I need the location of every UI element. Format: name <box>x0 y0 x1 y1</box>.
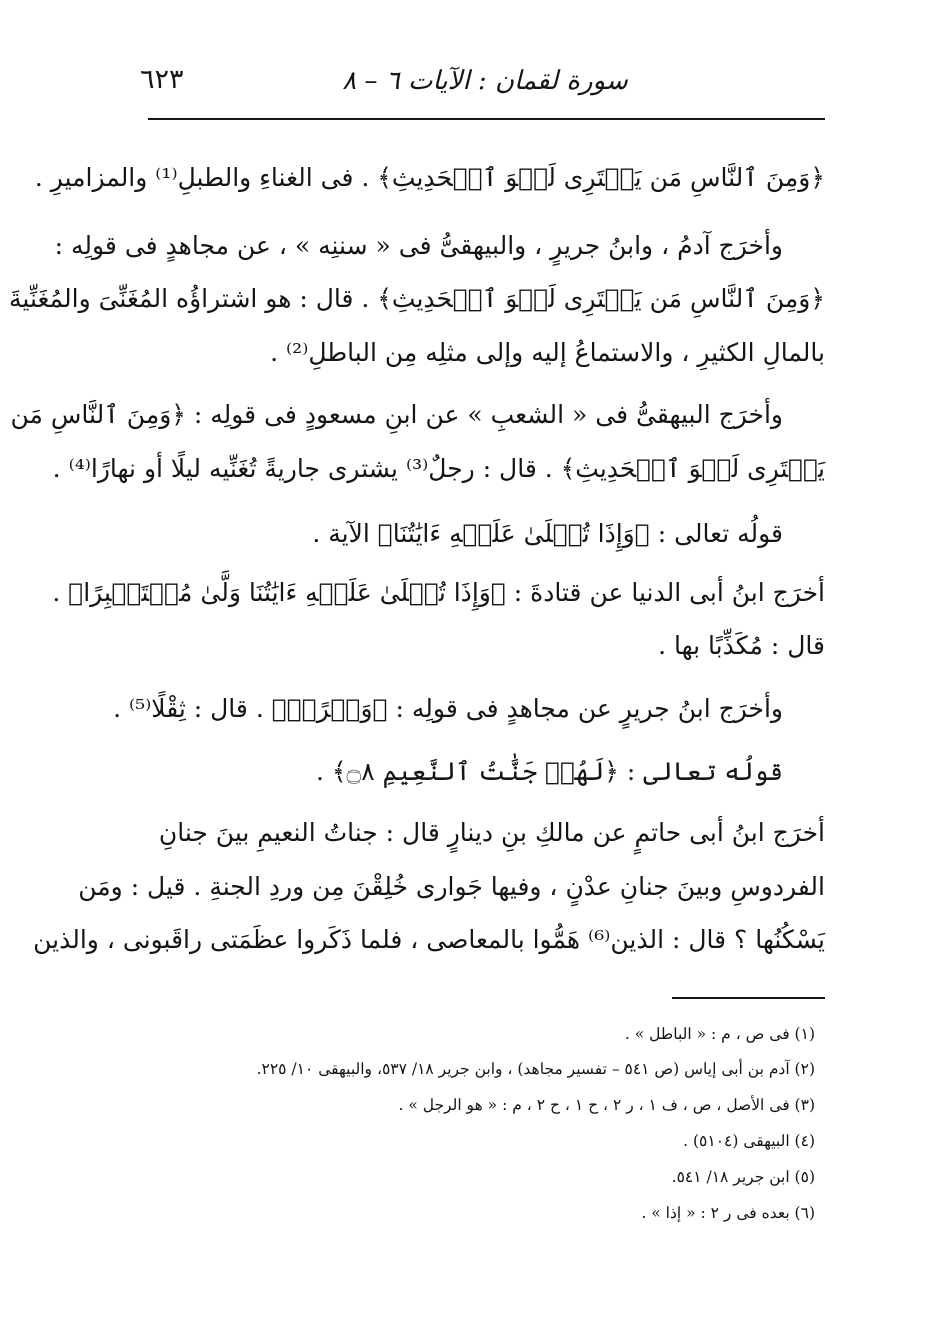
page-number: ٦٢٣ <box>140 64 184 95</box>
footnote-divider <box>672 997 825 999</box>
header-divider <box>148 118 825 120</box>
footnote: (٣) فى الأصل ، ص ، ف ١ ، ر ٢ ، ح ١ ، ح ٢ ، م : « هو الرجل » . <box>398 1096 815 1114</box>
section-heading: قولُه تعالى : ﴿لَهُمۡ جَنَّٰتُ ٱلنَّعِيمِ ۝٨﴾ . <box>316 757 783 786</box>
text-line: قال : مُكَذِّبًا بها . <box>658 631 825 660</box>
text-line: بالمالِ الكثيرِ ، والاستماعُ إليه وإلى مثلِه مِن الباطلِ⁽²⁾ . <box>270 338 825 367</box>
text-line: الفردوسِ وبينَ جنانِ عدْنٍ ، وفيها جَوارى خُلِقْنَ مِن وردِ الجنةِ . قيل : ومَن <box>78 872 825 901</box>
text-line: وأخرَج آدمُ ، وابنُ جريرٍ ، والبيهقىُّ فى « سننِه » ، عن مجاهدٍ فى قولِه : <box>54 231 783 260</box>
footnote: (٤) البيهقى (٥١٠٤) . <box>683 1132 815 1150</box>
section-heading: قولُه تعالى : ﴿وَإِذَا تُتۡلَىٰ عَلَيۡهِ ءَايَٰتُنَا﴾ الآية . <box>312 519 783 548</box>
footnote: (١) فى ص ، م : « الباطل » . <box>624 1025 815 1043</box>
text-line: ﴿وَمِنَ ٱلنَّاسِ مَن يَشۡتَرِى لَهۡوَ ٱلۡحَدِيثِ﴾ . قال : هو اشتراؤُه المُغَنِّىَ والمُغَنِّيةَ <box>9 284 825 313</box>
footnote: (٦) بعده فى ر ٢ : « إذا » . <box>641 1204 815 1222</box>
text-line: أخرَج ابنُ أبى الدنيا عن قتادةَ : ﴿وَإِذَا تُتۡلَىٰ عَلَيۡهِ ءَايَٰتُنَا وَلَّىٰ مُسۡتَكۡبِرًا﴾ . <box>52 578 825 607</box>
text-line: ﴿وَمِنَ ٱلنَّاسِ مَن يَشۡتَرِى لَهۡوَ ٱلۡحَدِيثِ﴾ . فى الغناءِ والطبلِ⁽¹⁾ والمزاميرِ . <box>34 163 825 192</box>
text-line: وأخرَج ابنُ جريرٍ عن مجاهدٍ فى قولِه : ﴿وَقۡرًاۖ﴾ . قال : ثِقْلًا⁽⁵⁾ . <box>113 694 783 723</box>
text-line: يَسْكُنُها ؟ قال : الذين⁽⁶⁾ هَمُّوا بالمعاصى ، فلما ذَكَروا عظَمَتى راقَبونى ، والذين <box>33 925 825 954</box>
text-line: وأخرَج البيهقىُّ فى « الشعبِ » عن ابنِ مسعودٍ فى قولِه : ﴿وَمِنَ ٱلنَّاسِ مَن <box>10 400 783 429</box>
running-header-title: سورة لقمان : الآيات ٦ – ٨ <box>342 66 628 96</box>
text-line: أخرَج ابنُ أبى حاتمٍ عن مالكِ بنِ دينارٍ قال : جناتُ النعيمِ بينَ جنانِ <box>158 818 825 847</box>
text-line: يَشۡتَرِى لَهۡوَ ٱلۡحَدِيثِ﴾ . قال : رجلٌ⁽³⁾ يشترى جاريةً تُغَنِّيه ليلًا أو نهارًا⁽⁴⁾ . <box>52 454 825 483</box>
footnote: (٢) آدم بن أبى إياس (ص ٥٤١ – تفسير مجاهد) ، وابن جرير ١٨/ ٥٣٧، والبيهقى ١٠/ ٢٢٥. <box>256 1060 815 1078</box>
footnote: (٥) ابن جرير ١٨/ ٥٤١. <box>671 1168 815 1186</box>
